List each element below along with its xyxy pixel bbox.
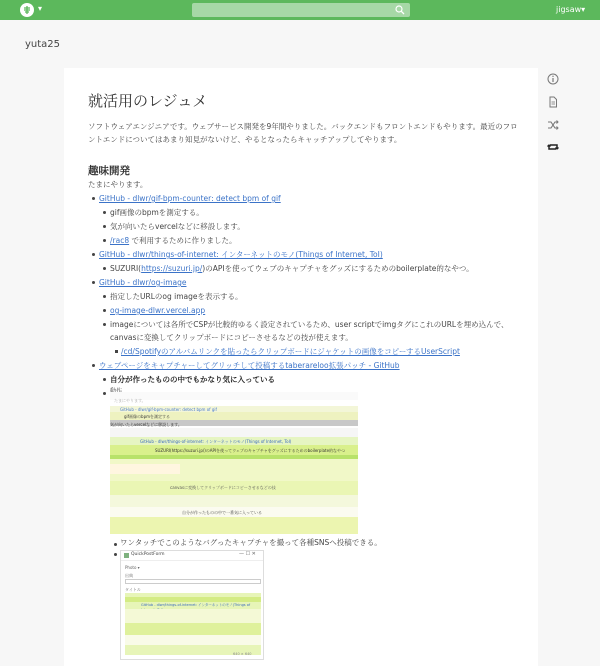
glitch-text: SUZURI(https://suzuri.jp/)のAPIを使ってウェブのキャプチャをグッズにするためのboilerplate的なやつ — [155, 448, 346, 453]
link-rac8[interactable]: /rac8 — [110, 236, 130, 245]
link-suzuri[interactable]: https://suzuri.jp/ — [141, 264, 203, 273]
search-icon[interactable] — [395, 5, 405, 15]
list-item: 指定したURLのog imageを表示する。 — [110, 292, 243, 301]
glitch-text: gif画像のbpmを測定する — [124, 414, 171, 419]
search-input[interactable] — [192, 3, 410, 17]
list-item-text: で利用するために作りました。 — [131, 236, 237, 245]
list-item-text: )のAPIを使ってウェブのキャプチャをグッズにするためのboilerplate的なやつ。 — [202, 264, 474, 273]
bullet — [92, 281, 95, 284]
section-heading: 趣味開発 — [88, 165, 130, 177]
glitch-text: たまにやります。 — [114, 398, 146, 403]
glitch-text: canvasに変換してクリップボードにコピーさせるなどの技 — [170, 485, 276, 490]
list-item: ワンタッチでこのようなバグったキャプチャを撮って各種SNSへ投稿できる。 — [120, 538, 382, 547]
bullet — [103, 378, 106, 381]
shuffle-icon[interactable] — [547, 119, 559, 131]
project-link-og-image[interactable]: GitHub - dlwr/og-image — [99, 278, 187, 287]
logo-icon[interactable] — [20, 3, 34, 17]
info-icon[interactable] — [547, 73, 559, 85]
quickpostform-screenshot-image: QuickPostForm — ☐ ✕ Photo ▾ 出典 タイトル GitHub - dlwr/things-of-internet: インターネットのモノ(Things of 640 × 640 — [120, 550, 264, 660]
project-link-things-of-internet[interactable]: GitHub - dlwr/things-of-internet: インターネットのモノ(Things of Internet, ToI) — [99, 250, 383, 259]
bullet — [103, 267, 106, 270]
bullet — [103, 323, 106, 326]
glitch-text: GitHub - dlwr/things-of-internet: インターネットのモノ(Things of — [141, 603, 251, 607]
glitch-text: 出典 — [125, 573, 133, 578]
list-item-bold: 自分が作ったものの中でもかなり気に入っている — [110, 375, 275, 384]
link-spotify-userscript[interactable]: /cd/Spotifyのアルバムリンクを貼ったらクリップボードにジャケットの画像をコピーするUserScript — [121, 347, 460, 356]
project-link-gif-bpm[interactable]: GitHub - dlwr/gif-bpm-counter: detect bpm of gif — [99, 194, 281, 203]
bullet — [103, 211, 106, 214]
bullet — [103, 392, 106, 395]
bullet — [92, 253, 95, 256]
bullet — [115, 350, 118, 353]
logo-dropdown-icon[interactable]: ▾ — [38, 4, 43, 13]
glitch-text: 640 × 640 — [233, 652, 252, 656]
glitch-text: Photo ▾ — [125, 565, 140, 570]
page-title: 就活用のレジュメ — [88, 92, 208, 110]
document-icon[interactable] — [547, 96, 559, 108]
list-item: imageについては各所でCSPが比較的ゆるく設定されているため、user scriptでimgタグにこれのURLを埋め込んで、 — [110, 320, 509, 329]
top-navbar — [0, 0, 600, 20]
bullet — [103, 295, 106, 298]
bullet — [103, 309, 106, 312]
section-intro: たまにやります。 — [88, 180, 148, 189]
bullet — [114, 543, 117, 546]
glitch-text: GitHub - dlwr/things-of-internet: インターネットのモノ(Things of Internet, ToI) — [140, 439, 292, 444]
project-link-taberareloo[interactable]: ウェブページをキャプチャーしてグリッチして投稿するtaberareloo拡張パッチ - GitHub — [99, 361, 400, 370]
retweet-icon[interactable] — [547, 141, 559, 153]
list-item-text: SUZURI( — [110, 264, 142, 273]
bullet — [103, 225, 106, 228]
user-menu[interactable]: jigsaw▾ — [556, 5, 586, 14]
bullet — [103, 239, 106, 242]
bullet — [92, 197, 95, 200]
project-name[interactable]: yuta25 — [25, 39, 61, 50]
glitch-text: 気が向いたらvercelなどに移設します。 — [110, 422, 182, 427]
link-og-image-app[interactable]: og-image-dlwr.vercel.app — [110, 306, 206, 315]
list-item: gif画像のbpmを測定する。 — [110, 208, 204, 217]
glitch-window-title: QuickPostForm — [131, 552, 165, 557]
bullet — [114, 553, 117, 556]
glitch-text: 自分が作ったものの中で一番気に入っている — [182, 510, 262, 515]
glitch-text: GitHub - dlwr/gif-bpm-counter: detect bpm of gif — [120, 407, 217, 412]
glitch-text: タイトル — [125, 587, 141, 592]
bullet — [92, 364, 95, 367]
list-item: 気が向いたらvercelなどに移設します。 — [110, 222, 245, 231]
intro-paragraph: ソフトウェアエンジニアです。ウェブサービス開発を9年間やりました。バックエンドもフロントエンドもやります。最近のフロントエンドについてはあまり知見がないけど、やるとなったらキャッチアップしてやります。 — [88, 122, 518, 144]
glitch-screenshot-image — [110, 392, 358, 534]
list-item-continued: canvasに変換してクリップボードにコピーさせるなどの技が使えます。 — [110, 333, 353, 342]
